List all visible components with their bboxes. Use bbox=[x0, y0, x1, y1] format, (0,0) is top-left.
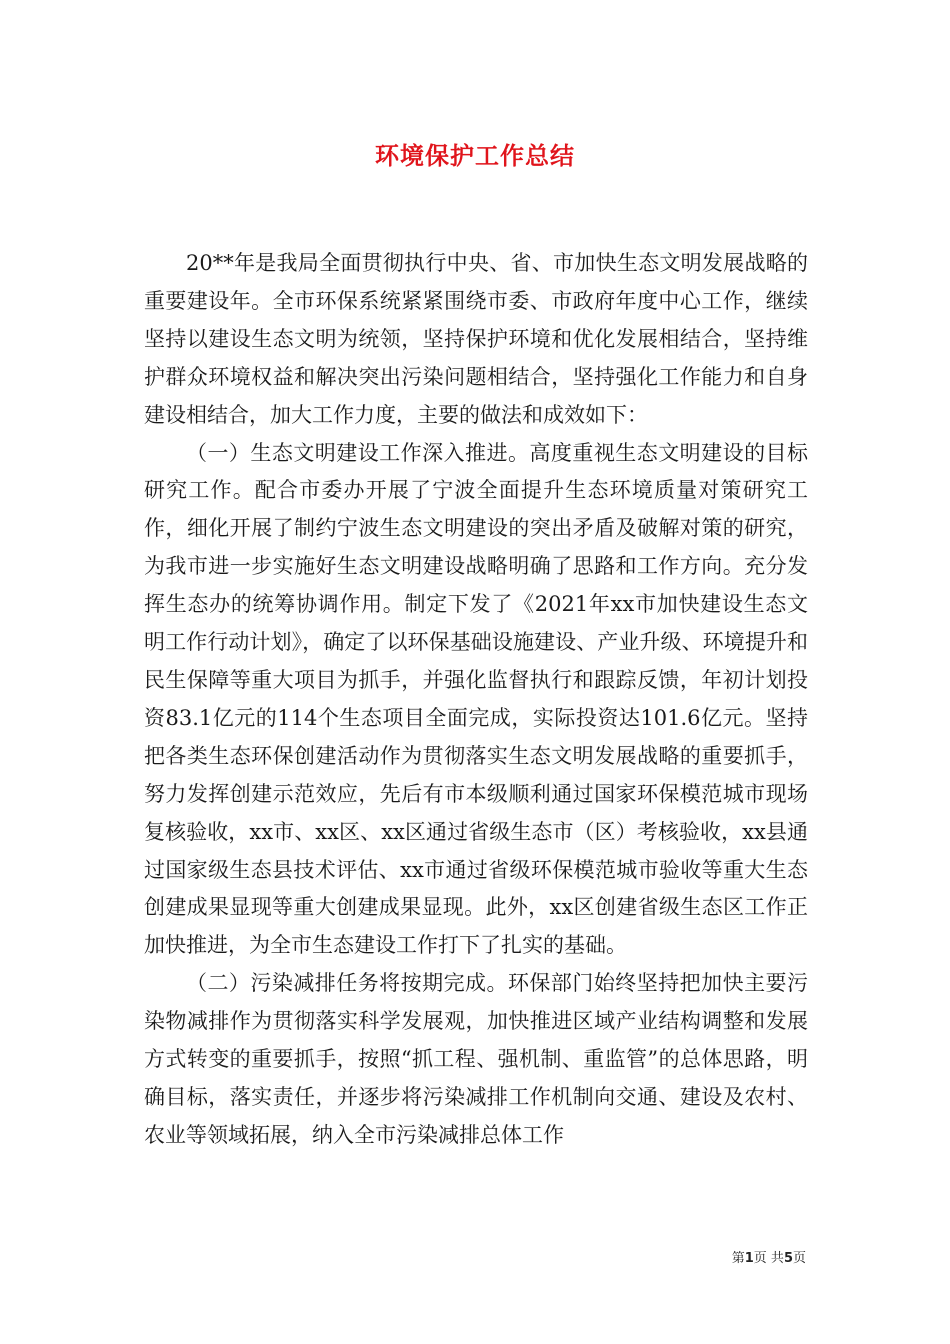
document-body bbox=[144, 245, 808, 1155]
footer-prefix: 第 bbox=[731, 1251, 745, 1266]
current-page-number: 1 bbox=[744, 1251, 754, 1266]
paragraph-intro: 20**年是我局全面贯彻执行中央、省、市加快生态文明发展战略的重要建设年。全市环保系统紧紧围绕市委、市政府年度中心工作，继续坚持以建设生态文明为统领，坚持保护环境和优化发展相结合，坚持维护群众环境权益和解决突出污染问题相结合，坚持强化工作能力和自身建设相结合，加大工作力度，主要的做法和成效如下： bbox=[144, 251, 808, 427]
paragraph-section-2: （二）污染减排任务将按期完成。环保部门始终坚持把加快主要污染物减排作为贯彻落实科学发展观，加快推进区域产业结构调整和发展方式转变的重要抓手，按照“抓工程、强机制、重监管”的总体思路，明确目标，落实责任，并逐步将污染减排工作机制向交通、建设及农村、农业等领域拓展，纳入全市污染减排总体工作 bbox=[144, 971, 808, 1147]
total-page-number: 5 bbox=[783, 1251, 793, 1266]
page-number-footer bbox=[732, 1247, 806, 1266]
footer-middle: 页 共 bbox=[753, 1251, 784, 1266]
footer-suffix: 页 bbox=[792, 1251, 806, 1266]
paragraph-section-1: （一）生态文明建设工作深入推进。高度重视生态文明建设的目标研究工作。配合市委办开展了宁波全面提升生态环境质量对策研究工作，细化开展了制约宁波生态文明建设的突出矛盾及破解对策的研究，为我市进一步实施好生态文明建设战略明确了思路和工作方向。充分发挥生态办的统筹协调作用。制定下发了《2021年xx市加快建设生态文明工作行动计划》，确定了以环保基础设施建设、产业升级、环境提升和民生保障等重大项目为抓手，并强化监督执行和跟踪反馈，年初计划投资83.1亿元的114个生态项目全面完成，实际投资达101.6亿元。坚持把各类生态环保创建活动作为贯彻落实生态文明发展战略的重要抓手，努力发挥创建示范效应，先后有市本级顺利通过国家环保模范城市现场复核验收，xx市、xx区、xx区通过省级生态市（区）考核验收，xx县通过国家级生态县技术评估、xx市通过省级环保模范城市验收等重大生态创建成果显现等重大创建成果显现。此外，xx区创建省级生态区工作正加快推进，为全市生态建设工作打下了扎实的基础。 bbox=[144, 440, 808, 958]
document-title: 环境保护工作总结 bbox=[375, 142, 575, 170]
